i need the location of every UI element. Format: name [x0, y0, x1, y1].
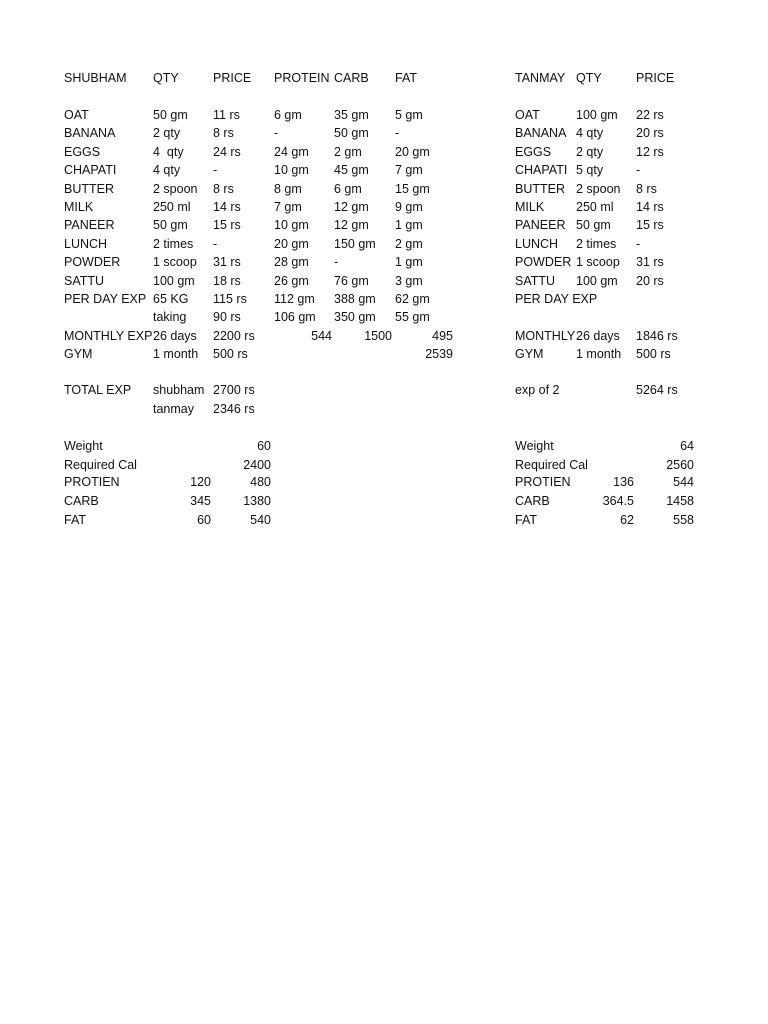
shubham-header-price: PRICE	[213, 71, 252, 85]
total-exp-amount: 2700 rs	[213, 383, 255, 397]
shubham-item-fat: 15 gm	[395, 182, 430, 196]
shubham-gym-qty: 1 month	[153, 347, 199, 361]
total-exp-label: TOTAL EXP	[64, 383, 132, 397]
tanmay-item-qty: 5 qty	[576, 163, 604, 177]
shubham-item-price: -	[213, 237, 218, 251]
tanmay-item-qty: 100 gm	[576, 108, 618, 122]
shubham-monthly-carb: 1500	[364, 329, 392, 343]
tanmay-item-name: BANANA	[515, 126, 567, 140]
shubham-monthly-price: 2200 rs	[213, 329, 255, 343]
tanmay-item-name: BUTTER	[515, 182, 565, 196]
shubham-gym-total: 2539	[425, 347, 453, 361]
shubham-item-fat: 1 gm	[395, 218, 423, 232]
shubham-item-fat: 5 gm	[395, 108, 423, 122]
tanmay-item-qty: 1 scoop	[576, 255, 620, 269]
shubham-item-price: 8 rs	[213, 126, 234, 140]
shubham-cal-value: 2400	[243, 458, 271, 472]
shubham-item-name: EGGS	[64, 145, 101, 159]
shubham-item-name: PANEER	[64, 218, 115, 232]
shubham-perday-carb: 388 gm	[334, 292, 376, 306]
shubham-macro-label: PROTIEN	[64, 475, 120, 489]
shubham-item-carb: 35 gm	[334, 108, 369, 122]
shubham-item-price: 31 rs	[213, 255, 241, 269]
shubham-item-fat: 1 gm	[395, 255, 423, 269]
shubham-taking-price: 90 rs	[213, 310, 241, 324]
tanmay-item-name: POWDER	[515, 255, 572, 269]
shubham-macro-cal: 480	[250, 475, 271, 489]
tanmay-gym-price: 500 rs	[636, 347, 671, 361]
shubham-item-qty: 50 gm	[153, 218, 188, 232]
shubham-item-qty: 1 scoop	[153, 255, 197, 269]
tanmay-item-price: 12 rs	[636, 145, 664, 159]
shubham-perday-price: 115 rs	[213, 292, 247, 306]
shubham-item-fat: 7 gm	[395, 163, 423, 177]
tanmay-header-name: TANMAY	[515, 71, 566, 85]
shubham-gym-label: GYM	[64, 347, 93, 361]
tanmay-macro-label: FAT	[515, 513, 537, 527]
shubham-monthly-protein: 544	[311, 329, 332, 343]
tanmay-item-price: 8 rs	[636, 182, 657, 196]
tanmay-item-qty: 2 times	[576, 237, 617, 251]
shubham-item-fat: 20 gm	[395, 145, 430, 159]
tanmay-cal-label: Required Cal	[515, 458, 588, 472]
shubham-item-qty: 2 times	[153, 237, 194, 251]
shubham-item-name: LUNCH	[64, 237, 108, 251]
shubham-macro-label: CARB	[64, 494, 99, 508]
shubham-item-carb: 6 gm	[334, 182, 362, 196]
shubham-header-protein: PROTEIN	[274, 71, 330, 85]
shubham-item-price: 11 rs	[213, 108, 240, 122]
shubham-item-price: 14 rs	[213, 200, 241, 214]
tanmay-item-qty: 4 qty	[576, 126, 604, 140]
tanmay-monthly-qty: 26 days	[576, 329, 620, 343]
tanmay-gym-qty: 1 month	[576, 347, 622, 361]
shubham-item-protein: 28 gm	[274, 255, 309, 269]
shubham-weight-value: 60	[257, 439, 271, 453]
shubham-item-protein: 24 gm	[274, 145, 309, 159]
shubham-cal-label: Required Cal	[64, 458, 137, 472]
total-exp-person: shubham	[153, 383, 205, 397]
shubham-item-carb: 45 gm	[334, 163, 369, 177]
tanmay-item-price: 31 rs	[636, 255, 664, 269]
shubham-item-carb: 12 gm	[334, 218, 369, 232]
tanmay-monthly-price: 1846 rs	[636, 329, 678, 343]
shubham-header-qty: QTY	[153, 71, 179, 85]
tanmay-macro-grams: 62	[620, 513, 634, 527]
tanmay-macro-cal: 544	[673, 475, 694, 489]
tanmay-item-price: 22 rs	[636, 108, 664, 122]
shubham-header-carb: CARB	[334, 71, 369, 85]
shubham-item-protein: 20 gm	[274, 237, 309, 251]
shubham-macro-grams: 345	[190, 494, 211, 508]
tanmay-weight-label: Weight	[515, 439, 554, 453]
shubham-item-protein: 10 gm	[274, 163, 309, 177]
shubham-macro-cal: 1380	[243, 494, 271, 508]
shubham-header-fat: FAT	[395, 71, 417, 85]
shubham-item-carb: 2 gm	[334, 145, 362, 159]
shubham-item-carb: -	[334, 255, 339, 269]
tanmay-header-qty: QTY	[576, 71, 602, 85]
tanmay-macro-label: PROTIEN	[515, 475, 571, 489]
tanmay-item-price: 14 rs	[636, 200, 664, 214]
tanmay-macro-grams: 136	[613, 475, 634, 489]
shubham-gym-price: 500 rs	[213, 347, 248, 361]
shubham-item-name: CHAPATI	[64, 163, 117, 177]
shubham-item-price: 24 rs	[213, 145, 241, 159]
tanmay-item-qty: 100 gm	[576, 274, 618, 288]
shubham-item-price: -	[213, 163, 218, 177]
shubham-item-name: SATTU	[64, 274, 105, 288]
tanmay-item-qty: 50 gm	[576, 218, 611, 232]
shubham-item-name: BANANA	[64, 126, 116, 140]
shubham-item-name: POWDER	[64, 255, 121, 269]
shubham-item-carb: 50 gm	[334, 126, 369, 140]
shubham-macro-grams: 120	[190, 475, 211, 489]
shubham-item-protein: 8 gm	[274, 182, 302, 196]
shubham-item-name: BUTTER	[64, 182, 114, 196]
tanmay-item-price: 20 rs	[636, 274, 664, 288]
shubham-item-qty: 250 ml	[153, 200, 191, 214]
shubham-item-protein: -	[274, 126, 279, 140]
shubham-item-protein: 10 gm	[274, 218, 309, 232]
shubham-item-qty: 4 qty	[153, 163, 181, 177]
shubham-macro-label: FAT	[64, 513, 86, 527]
shubham-item-carb: 76 gm	[334, 274, 369, 288]
tanmay-weight-value: 64	[680, 439, 694, 453]
tanmay-item-name: LUNCH	[515, 237, 559, 251]
shubham-item-price: 18 rs	[213, 274, 241, 288]
tanmay-monthly-label: MONTHLY	[515, 329, 576, 343]
shubham-item-fat: 9 gm	[395, 200, 423, 214]
shubham-item-carb: 12 gm	[334, 200, 369, 214]
shubham-item-protein: 26 gm	[274, 274, 309, 288]
shubham-perday-fat: 62 gm	[395, 292, 430, 306]
shubham-item-fat: -	[395, 126, 400, 140]
tanmay-item-qty: 2 spoon	[576, 182, 621, 196]
tanmay-item-price: 15 rs	[636, 218, 664, 232]
shubham-macro-grams: 60	[197, 513, 211, 527]
tanmay-macro-cal: 558	[673, 513, 694, 527]
shubham-item-qty: 50 gm	[153, 108, 188, 122]
shubham-item-qty: 2 spoon	[153, 182, 198, 196]
shubham-item-price: 8 rs	[213, 182, 234, 196]
tanmay-cal-value: 2560	[666, 458, 694, 472]
shubham-taking-fat: 55 gm	[395, 310, 430, 324]
total-exp-amount: 2346 rs	[213, 402, 255, 416]
shubham-item-carb: 150 gm	[334, 237, 376, 251]
shubham-weight-label: Weight	[64, 439, 103, 453]
tanmay-item-qty: 2 qty	[576, 145, 604, 159]
tanmay-item-price: -	[636, 237, 641, 251]
shubham-perday-qty: 65 KG	[153, 292, 189, 306]
tanmay-item-price: 20 rs	[636, 126, 664, 140]
shubham-item-fat: 3 gm	[395, 274, 423, 288]
shubham-perday-protein: 112 gm	[274, 292, 315, 306]
tanmay-item-name: PANEER	[515, 218, 566, 232]
exp-of-2-amount: 5264 rs	[636, 383, 678, 397]
shubham-item-protein: 7 gm	[274, 200, 302, 214]
shubham-item-price: 15 rs	[213, 218, 241, 232]
tanmay-header-price: PRICE	[636, 71, 675, 85]
shubham-header-name: SHUBHAM	[64, 71, 127, 85]
tanmay-item-name: SATTU	[515, 274, 556, 288]
tanmay-perday-label: PER DAY EXP	[515, 292, 598, 306]
tanmay-item-qty: 250 ml	[576, 200, 614, 214]
tanmay-macro-grams: 364.5	[602, 494, 634, 508]
tanmay-item-name: MILK	[515, 200, 545, 214]
shubham-item-name: MILK	[64, 200, 94, 214]
shubham-item-qty: 2 qty	[153, 126, 181, 140]
shubham-item-qty: 4 qty	[153, 145, 184, 159]
shubham-perday-label: PER DAY EXP	[64, 292, 147, 306]
shubham-item-fat: 2 gm	[395, 237, 423, 251]
shubham-item-qty: 100 gm	[153, 274, 195, 288]
exp-of-2-label: exp of 2	[515, 383, 560, 397]
shubham-taking-qty: taking	[153, 310, 187, 324]
tanmay-macro-label: CARB	[515, 494, 550, 508]
shubham-macro-cal: 540	[250, 513, 271, 527]
tanmay-item-price: -	[636, 163, 641, 177]
tanmay-gym-label: GYM	[515, 347, 544, 361]
shubham-taking-protein: 106 gm	[274, 310, 316, 324]
shubham-item-name: OAT	[64, 108, 89, 122]
shubham-taking-carb: 350 gm	[334, 310, 376, 324]
shubham-monthly-qty: 26 days	[153, 329, 197, 343]
shubham-monthly-fat: 495	[432, 329, 453, 343]
tanmay-item-name: OAT	[515, 108, 540, 122]
tanmay-item-name: EGGS	[515, 145, 552, 159]
shubham-item-protein: 6 gm	[274, 108, 302, 122]
total-exp-person: tanmay	[153, 402, 194, 416]
tanmay-macro-cal: 1458	[666, 494, 694, 508]
tanmay-item-name: CHAPATI	[515, 163, 568, 177]
shubham-monthly-label: MONTHLY EXP	[64, 329, 153, 343]
